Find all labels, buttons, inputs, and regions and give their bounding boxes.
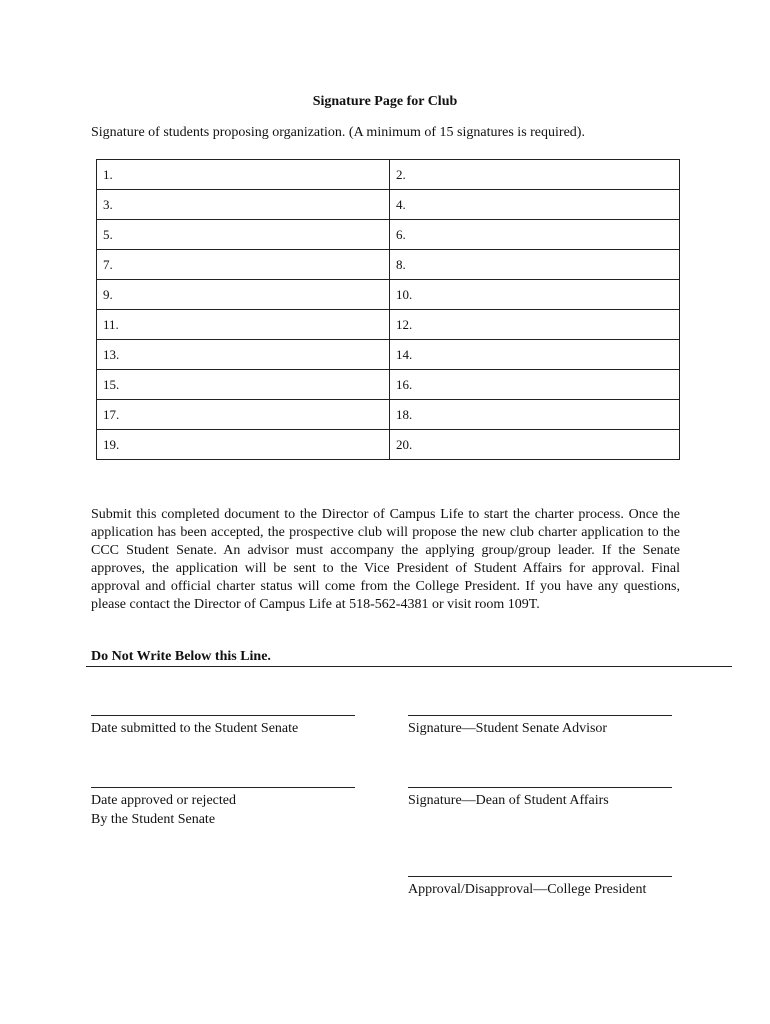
table-row — [97, 370, 680, 400]
table-row — [97, 430, 680, 460]
president-approval-label: Approval/Disapproval—College President — [408, 882, 647, 897]
signature-cell[interactable]: 9. — [97, 280, 390, 310]
signature-cell[interactable]: 12. — [390, 310, 680, 340]
table-row — [97, 190, 680, 220]
table-row — [97, 220, 680, 250]
page-title: Signature Page for Club — [312, 94, 458, 109]
table-row — [97, 280, 680, 310]
signature-cell[interactable]: 8. — [390, 250, 680, 280]
signature-cell[interactable]: 10. — [390, 280, 680, 310]
signature-cell[interactable]: 6. — [390, 220, 680, 250]
signature-cell[interactable]: 13. — [97, 340, 390, 370]
advisor-signature-field[interactable] — [408, 715, 672, 738]
signature-cell[interactable]: 11. — [97, 310, 390, 340]
signature-cell[interactable]: 1. — [97, 160, 390, 190]
signature-cell[interactable]: 2. — [390, 160, 680, 190]
date-approved-label-2: By the Student Senate — [91, 812, 216, 827]
signature-cell[interactable]: 17. — [97, 400, 390, 430]
table-row — [97, 250, 680, 280]
signature-cell[interactable]: 16. — [390, 370, 680, 400]
signature-cell[interactable]: 15. — [97, 370, 390, 400]
table-row — [97, 400, 680, 430]
signature-cell[interactable]: 18. — [390, 400, 680, 430]
table-row — [97, 160, 680, 190]
dean-signature-field[interactable] — [408, 787, 672, 810]
signature-cell[interactable]: 7. — [97, 250, 390, 280]
signature-cell[interactable]: 5. — [97, 220, 390, 250]
divider-line — [86, 666, 732, 667]
signature-cell[interactable]: 4. — [390, 190, 680, 220]
president-approval-field[interactable] — [408, 876, 672, 899]
date-submitted-field[interactable] — [91, 715, 355, 738]
signature-cell[interactable]: 14. — [390, 340, 680, 370]
date-submitted-label: Date submitted to the Student Senate — [91, 721, 299, 736]
date-approved-field[interactable] — [91, 787, 355, 829]
table-row — [97, 340, 680, 370]
table-row — [97, 310, 680, 340]
instruction-text: Signature of students proposing organization. (A minimum of 15 signatures is required). — [91, 125, 585, 140]
advisor-signature-label: Signature—Student Senate Advisor — [408, 721, 608, 736]
dean-signature-label: Signature—Dean of Student Affairs — [408, 793, 609, 808]
submission-instructions: Submit this completed document to the Director of Campus Life to start the charter process. Once the application has been accepted, the prospective club will propose the new club charter application to the CCC Student Senate. An advisor must accompany the applying group/group leader. If the Senate approves, the application will be sent to the Vice President of Student Affairs for approval. Final approval and official charter status will come from the College President. If you have any questions, please contact the Director of Campus Life at 518-562-4381 or visit room 109T. — [91, 507, 680, 612]
signature-table — [96, 159, 680, 460]
signature-cell[interactable]: 20. — [390, 430, 680, 460]
date-approved-label: Date approved or rejected — [91, 793, 236, 808]
signature-cell[interactable]: 3. — [97, 190, 390, 220]
do-not-write-heading: Do Not Write Below this Line. — [91, 649, 271, 664]
signature-cell[interactable]: 19. — [97, 430, 390, 460]
